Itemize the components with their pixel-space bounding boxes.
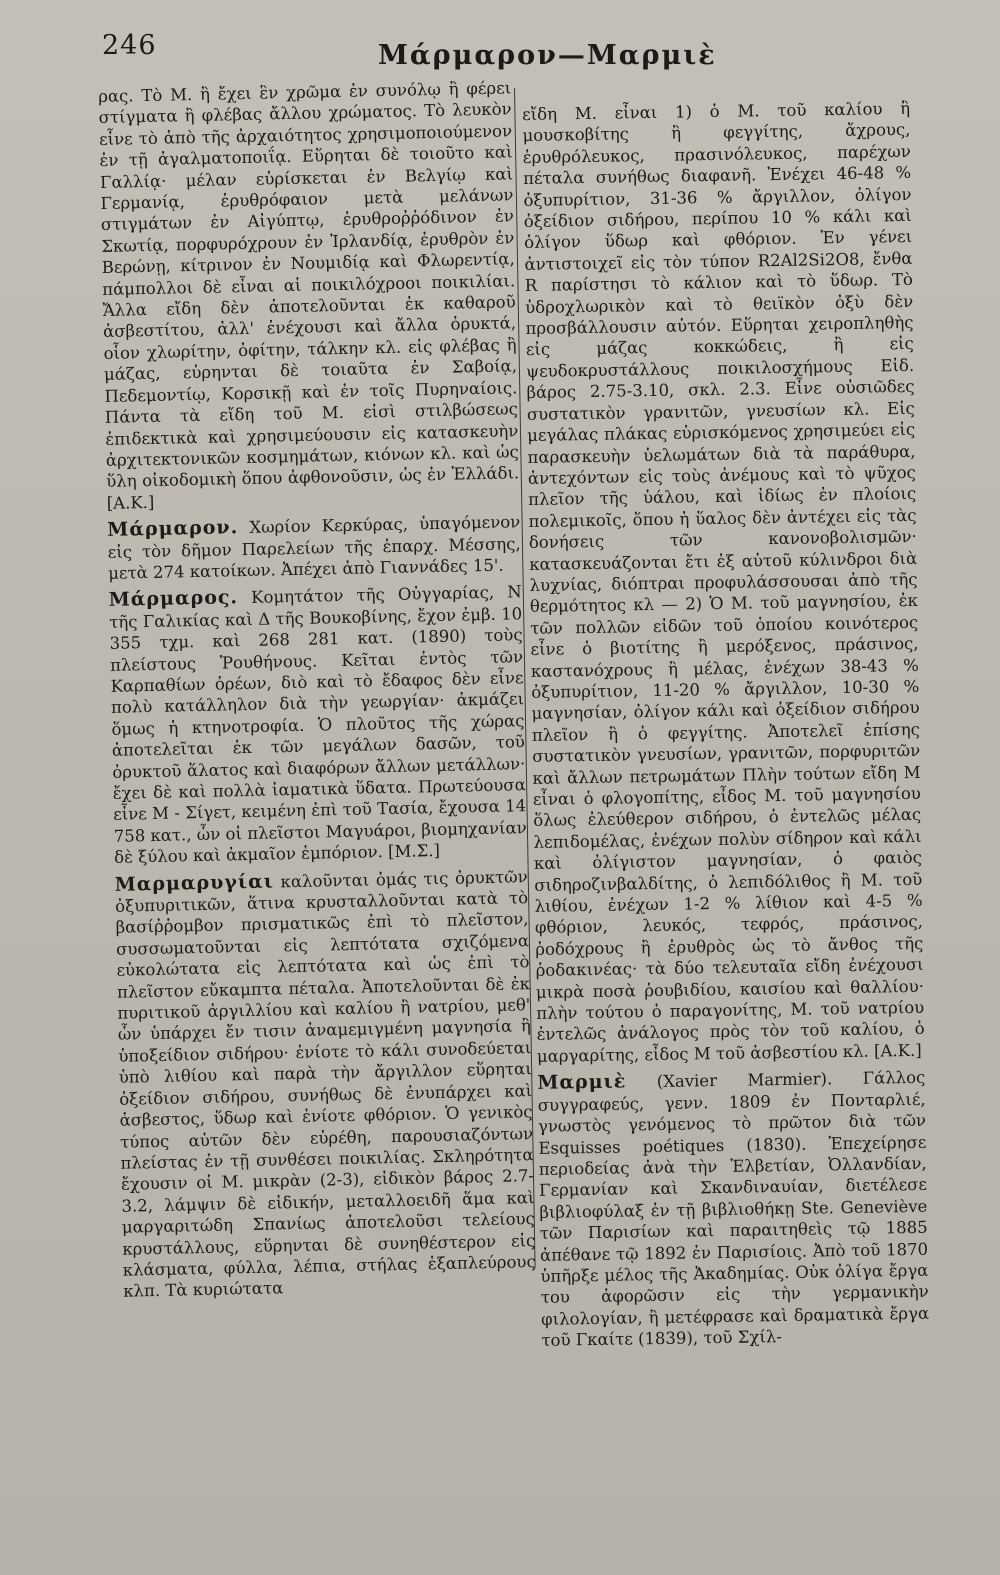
right-column xyxy=(522,98,930,1358)
entry-text: εἴδη Μ. εἶναι 1) ὁ Μ. τοῦ καλίου ἢ μουσκοβίτης ἢ φεγγίτης, ἄχρους, ἐρυθρόλευκος, πρασινόλευκος, παρέχων πέταλα συνήθως διαφανῆ. Ἐνέχει 46-48 % ὀξυπυρίτιον, 31-36 % ἄργιλλον, ὀλίγον ὀξείδιον σιδήρου, περίπου 10 % κάλι καὶ ὀλίγον ὕδωρ καὶ φθόριον. Ἐν γένει ἀντιστοιχεῖ εἰς τὸν τύπον R2Al2Si2O8, ἔνθα R παρίστησι τὸ κάλιον καὶ τὸ ὕδωρ. Τὸ ὑδροχλωρικὸν καὶ τὸ θειϊκὸν ὀξὺ δὲν προσβάλλουσιν αὐτόν. Εὕρηται χειροπληθὴς εἰς μάζας κοκκώδεις, ἢ εἰς ψευδοκρυστάλλους ποικιλοσχήμους Εἰδ. βάρος 2.75-3.10, σκλ. 2.3. Εἶνε οὐσιῶδες συστατικὸν γρανιτῶν, γνευσίων κλ. Εἰς μεγάλας πλάκας εὑρισκόμενος χρησιμεύει εἰς παρασκευὴν ὑελωμάτων διὰ τὰ παράθυρα, ἀντεχόντων εἰς τοὺς ἀνέμους καὶ τὸ ψῦχος πλεῖον τῆς ὑάλου, καὶ ἰδίως ἐν πλοίοις πολεμικοῖς, ὅπου ἡ ὕαλος δὲν ἀντέχει εἰς τὰς δονήσεις τῶν κανονοβολισμῶν· κατασκευάζονται ἔτι ἐξ αὐτοῦ κύλινδροι διὰ λυχνίας, διόπτραι προφυλάσσουσαι ἀπὸ τῆς θερμότητος κλ — 2) Ὁ Μ. τοῦ μαγνησίου, ἐκ τῶν πολλῶν εἰδῶν τοῦ ὁποίου κοινότερος εἶνε ὁ βιοτίτης ἢ μερόξενος, πράσινος, καστανόχρους ἢ μέλας, ἐνέχων 38-43 % ὀξυπυρίτιον, 11-20 % ἄργιλλον, 10-30 % μαγνησίαν, ὀλίγον κάλι καὶ ὀξείδιον σιδήρου πλεῖον ἢ ὁ φεγγίτης. Ἀποτελεῖ ἐπίσης συστατικὸν γνευσίων, γρανιτῶν, πορφυριτῶν καὶ ἄλλων πετρωμάτων Πλὴν τούτων εἴδη Μ εἶναι ὁ φλογοπίτης, εἶδος Μ. τοῦ μαγνησίου ὅλως ἐλεύθερον σιδήρου, ὁ ἐντελῶς μέλας λεπιδομέλας, ἐνέχων πολὺν σίδηρον καὶ κάλι καὶ ὀλίγιστον μαγνησίαν, ὁ φαιὸς σιδηροζινβαλδίτης, ὁ λεπιδόλιθος ἢ Μ. τοῦ λιθίου, ἐνέχων 1-2 % λίθιον καὶ 4-5 % φθόριον, λευκός, τεφρός, πράσινος, ῥοδόχρους ἢ ἐρυθρὸς ὡς τὸ ἄνθος τῆς ῥοδακινέας· τὰ δύο τελευταῖα εἴδη ἐνέχουσι μικρὰ ποσὰ ῥουβιδίου, καισίου καὶ θαλλίου· πλὴν τούτου ὁ παραγονίτης, Μ. τοῦ νατρίου ἐντελῶς ἀνάλογος πρὸς τὸν τοῦ καλίου, ὁ μαργαρίτης, εἶδος Μ τοῦ ἀσβεστίου κλ. [Α.Κ.] xyxy=(522,98,925,1066)
left-column xyxy=(98,77,537,1308)
entry-marmarygiai-continuation xyxy=(522,98,925,1067)
entry-headword: Μαρμαρυγίαι xyxy=(114,870,275,896)
running-head: Μάρμαρον—Μαρμιὲ xyxy=(378,40,717,71)
entry-text: Κομητάτον τῆς Οὐγγαρίας, Ν τῆς Γαλικίας καὶ Δ τῆς Βουκοβίνης, ἔχον ἐμβ. 10 355 τχμ. καὶ 268 281 κατ. (1890) τοὺς πλείστους Ῥουθήνους. Κεῖται ἐντὸς τῶν Καρπαθίων ὀρέων, διὸ καὶ τὸ ἔδαφος δὲν εἶνε πολὺ κατάλληλον διὰ τὴν γεωργίαν· ἀκμάζει ὅμως ἡ κτηνοτροφία. Ὁ πλοῦτος τῆς χώρας ἀποτελεῖται ἐκ τῶν μεγάλων δασῶν, τοῦ ὀρυκτοῦ ἅλατος καὶ διαφόρων ἄλλων μετάλλων· ἔχει δὲ καὶ πολλὰ ἰαματικὰ ὕδατα. Πρωτεύουσα εἶνε Μ - Σίγετ, κειμένη ἐπὶ τοῦ Τασία, ἔχουσα 14 758 κατ., ὧν οἱ πλεῖστοι Μαγυάροι, βιομηχανίαν δὲ ξύλου καὶ ἀκμαῖον ἐμπόριον. [Μ.Σ.] xyxy=(109,582,527,868)
entry-headword: Μάρμαρον. xyxy=(107,516,239,542)
entry-headword: Μαρμιὲ xyxy=(537,1070,627,1095)
entry-marmaron-continuation xyxy=(98,77,520,514)
entry-text: (Xavier Marmier). Γάλλος συγγραφεύς, γενν. 1809 ἐν Πονταρλιέ, γνωστὸς γενόμενος τὸ πρῶτον διὰ τῶν Esquisses poétiques (1830). Ἐπεχείρησε περιοδείας ἀνὰ τὴν Ἑλβετίαν, Ὀλλανδίαν, Γερμανίαν καὶ Σκανδιναυίαν, διετέλεσε βιβλιοφύλαξ ἐν τῇ βιβλιοθήκῃ Ste. Geneviève τῶν Παρισίων καὶ παραιτηθεὶς τῷ 1885 ἀπέθανε τῷ 1892 ἐν Παρισίοις. Ἀπὸ τοῦ 1870 ὑπῆρξε μέλος τῆς Ἀκαδημίας. Οὐκ ὀλίγα ἔργα του ἀφορῶσιν εἰς τὴν γερμανικὴν φιλολογίαν, ἢ μετέφρασε καὶ δραματικὰ ἔργα τοῦ Γκαίτε (1839), τοῦ Σχίλ- xyxy=(537,1068,930,1351)
entry-text: καλοῦνται ὁμάς τις ὀρυκτῶν ὀξυπυριτικῶν, ἅτινα κρυσταλλοῦνται κατὰ τὸ βασίῤῥομβον πρισματικῶς ἐπὶ τὸ πλεῖστον, συσσωματοῦνται εἰς λεπτότατα σχιζόμενα εὐκολώτατα εἰς λεπτότατα καὶ ὡς ἐπὶ τὸ πλεῖστον εὔκαμπτα πέταλα. Ἀποτελοῦνται δὲ ἐκ πυριτικοῦ ἀργιλλίου καὶ καλίου ἢ νατρίου, μεθ' ὧν ὑπάρχει ἔν τισιν ἀναμεμιγμένη μαγνησία ἢ ὑποξείδιον σιδήρου· ἐνίοτε τὸ κάλι συνοδεύεται ὑπὸ λιθίου καὶ παρὰ τὴν ἄργιλλον εὕρηται ὀξείδιον σιδήρου, συνήθως δὲ ἐνυπάρχει καὶ ἀσβεστος, ὕδωρ καὶ ἐνίοτε φθόριον. Ὁ γενικὸς τύπος αὐτῶν δὲν εὑρέθη, παρουσιαζόντων πλείστας ἐν τῇ συνθέσει ποικιλίας. Σκληρότητα ἔχουσιν οἱ Μ. μικρὰν (2-3), εἰδικὸν βάρος 2.7-3.2, λάμψιν δὲ εἰδικήν, μεταλλοειδῆ ἅμα καὶ μαργαριτώδη Σπανίως ἀποτελοῦσι τελείους κρυστάλλους, εὕρηνται δὲ συνηθέστερον εἰς κλάσματα, φύλλα, λέπια, στήλας ἑξαπλεύρους κλπ. Τὰ κυριώτατα xyxy=(114,866,536,1302)
entry-marmaron-village xyxy=(107,511,521,584)
entry-text: ρας. Τὸ Μ. ἢ ἔχει ἓν χρῶμα ἐν συνόλῳ ἢ φέρει στίγματα ἢ φλέβας ἄλλου χρώματος. Τὸ λευκὸν εἶνε τὸ ἀπὸ τῆς ἀρχαιότητος χρησιμοποιούμενον ἐν τῇ ἀγαλματοποιΐᾳ. Εὕρηται δὲ τοιοῦτο καὶ Γαλλίᾳ· μέλαν εὑρίσκεται ἐν Βελγίῳ καὶ Γερμανίᾳ, ἐρυθρόφαιον μετὰ μελάνων στιγμάτων ἐν Αἰγύπτῳ, ἐρυθροῤῥόδινον ἐν Σκωτίᾳ, πορφυρόχρουν ἐν Ἰρλανδίᾳ, ἐρυθρὸν ἐν Βερώνῃ, κίτρινον ἐν Νουμιδίᾳ καὶ Φλωρεντίᾳ, πάμπολλοι δὲ εἶναι αἱ ποικιλόχροοι ποικιλίαι. Ἄλλα εἴδη δὲν ἀποτελοῦνται ἐκ καθαροῦ ἀσβεστίτου, ἀλλ' ἐνέχουσι καὶ ἄλλα ὀρυκτά, οἷον χλωρίτην, ὀφίτην, τάλκην κλ. εἰς φλέβας ἢ μάζας, εὑρηνται δὲ τοιαῦτα ἐν Σαβοίᾳ, Πεδεμοντίῳ, Κορσικῇ καὶ ἐν τοῖς Πυρηναίοις. Πάντα τὰ εἴδη τοῦ Μ. εἰσὶ στιλβώσεως ἐπιδεκτικὰ καὶ χρησιμεύουσιν εἰς κατασκευὴν ἀρχιτεκτονικῶν κοσμημάτων, κιόνων κλ. καὶ ὡς ὕλη οἰκοδομικὴ ὅπου ἀφθονοῦσιν, ὡς ἐν Ἑλλάδι. [Α.Κ.] xyxy=(98,78,520,513)
page-number: 246 xyxy=(102,30,157,61)
entry-marmier xyxy=(537,1067,929,1351)
entry-text: Χωρίον Κερκύρας, ὑπαγόμενον εἰς τὸν δῆμον Παρελείων τῆς ἐπαρχ. Μέσσης, μετὰ 274 κατοίκων. Ἀπέχει ἀπὸ Γιαννάδες 15'. xyxy=(107,512,521,583)
entry-headword: Μάρμαρος. xyxy=(108,586,239,612)
entry-marmarygiai xyxy=(115,866,537,1303)
entry-marmaros xyxy=(109,582,528,869)
